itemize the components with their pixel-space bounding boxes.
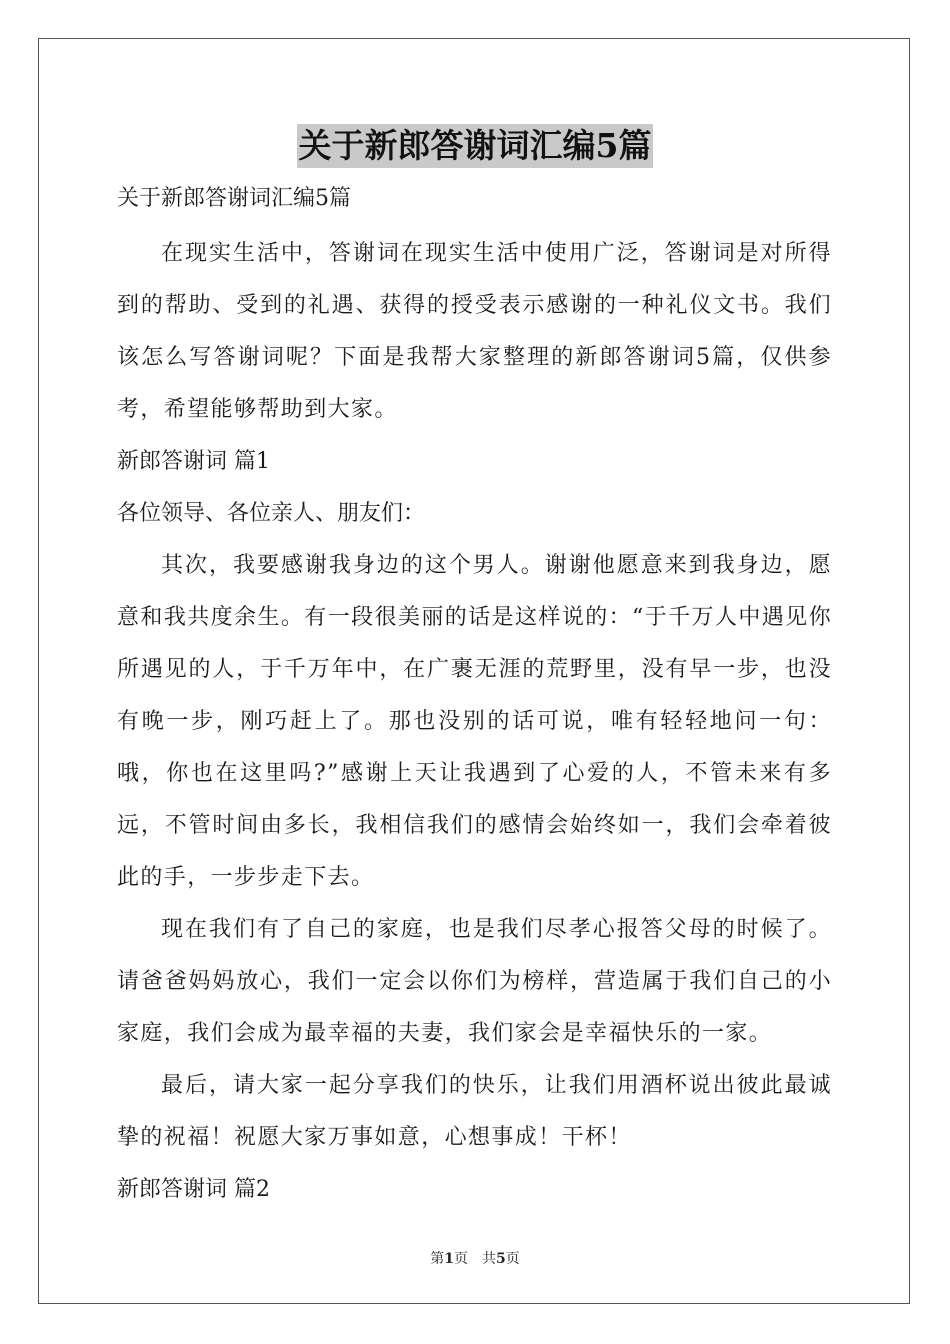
- section-heading-2: 新郎答谢词 篇2: [117, 1177, 270, 1202]
- section-heading-1: 新郎答谢词 篇1: [117, 449, 270, 474]
- body-paragraph-1: 其次，我要感谢我身边的这个男人。谢谢他愿意来到我身边，愿意和我共度余生。有一段很美丽的话是这样说的：“于千万人中遇见你所遇见的人，于千万年中，在广裹无涯的荒野里，没有早一步，也没有晚一步，刚巧赶上了。那也没别的话可说，唯有轻轻地问一句：哦，你也在这里吗?”感谢上天让我遇到了心爱的人，不管未来有多远，不管时间由多长，我相信我们的感情会始终如一，我们会牵着彼此的手，一步步走下去。: [117, 553, 832, 890]
- intro-paragraph: 在现实生活中，答谢词在现实生活中使用广泛，答谢词是对所得到的帮助、受到的礼遇、获得的授受表示感谢的一种礼仪文书。我们该怎么写答谢词呢？下面是我帮大家整理的新郎答谢词5篇，仅供参考，希望能够帮助到大家。: [117, 241, 832, 422]
- title-wrap: [0, 124, 950, 168]
- subtitle: 关于新郎答谢词汇编5篇: [117, 186, 351, 211]
- body-paragraph-3: 最后，请大家一起分享我们的快乐，让我们用酒杯说出彼此最诚挚的祝福！祝愿大家万事如意，心想事成！干杯！: [117, 1073, 832, 1150]
- footer-suffix: 页: [505, 1251, 520, 1267]
- footer-page-number: 1: [444, 1251, 454, 1267]
- footer-prefix: 第: [430, 1251, 445, 1267]
- footer-total-pages: 5: [496, 1251, 506, 1267]
- document-title: 关于新郎答谢词汇编5篇: [297, 124, 654, 168]
- body-paragraph-2: 现在我们有了自己的家庭，也是我们尽孝心报答父母的时候了。请爸爸妈妈放心，我们一定会以你们为榜样，营造属于我们自己的小家庭，我们会成为最幸福的夫妻，我们家会是幸福快乐的一家。: [117, 917, 832, 1046]
- salutation: 各位领导、各位亲人、朋友们：: [117, 501, 426, 526]
- document-body: [117, 180, 832, 1216]
- page-footer: [0, 1248, 950, 1268]
- footer-mid: 页 共: [454, 1251, 496, 1267]
